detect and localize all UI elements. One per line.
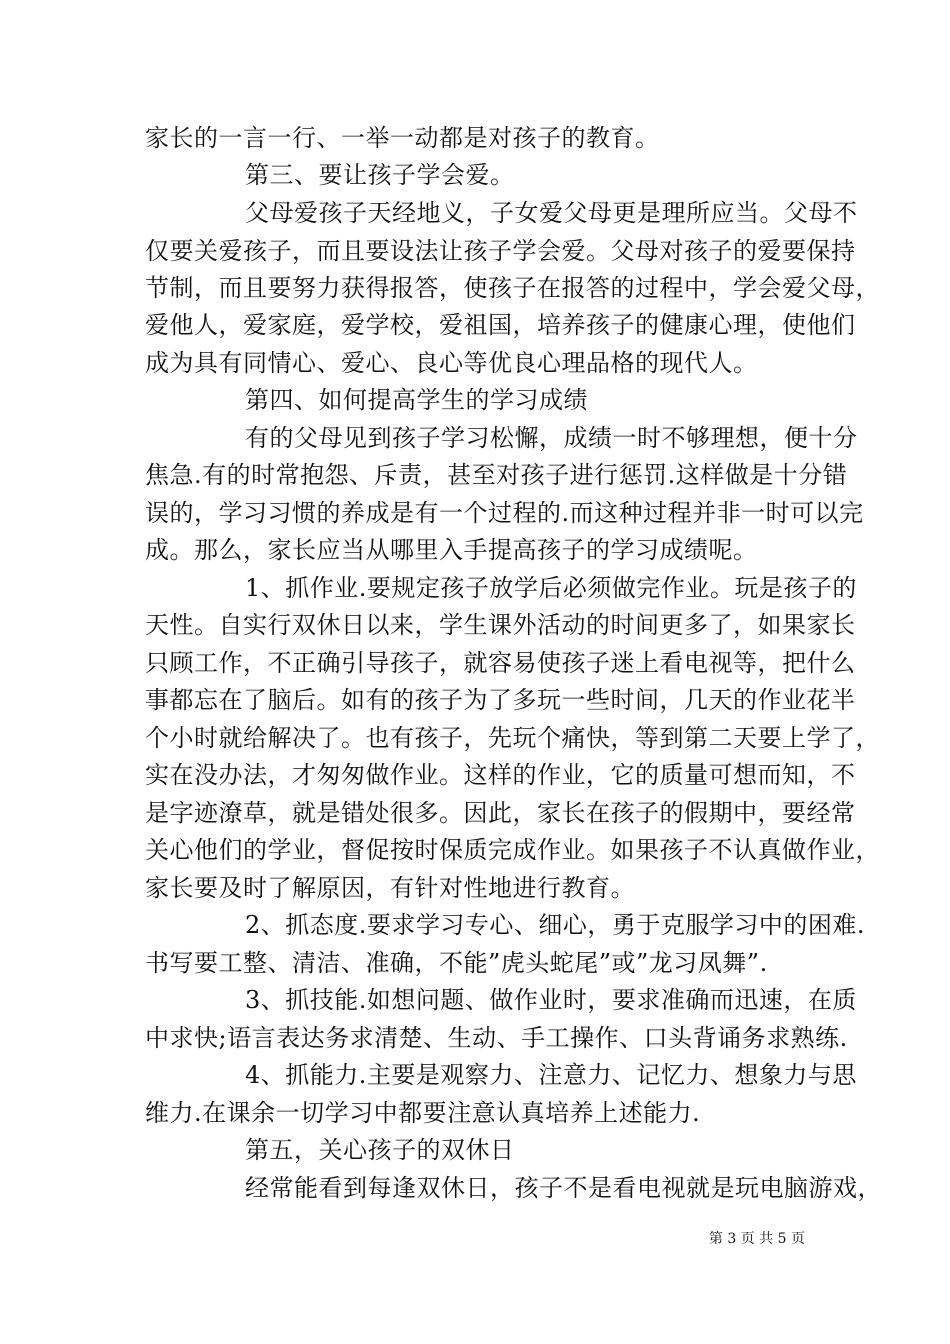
text-line: 成为具有同情心、爱心、良心等优良心理品格的现代人。 [145, 349, 758, 377]
text-line: 实在没办法，才匆匆做作业。这样的作业，它的质量可想而知，不 [145, 761, 856, 789]
text-line: 节制，而且要努力获得报答，使孩子在报答的过程中，学会爱父母， [145, 274, 880, 302]
text-line: 只顾工作，不正确引导孩子，就容易使孩子迷上看电视等，把什么 [145, 649, 856, 677]
text-line: 4、抓能力.主要是观察力、注意力、记忆力、想象力与思 [245, 1061, 857, 1089]
text-line: 1、抓作业.要规定孩子放学后必须做完作业。玩是孩子的 [245, 574, 857, 602]
text-line: 家长要及时了解原因，有针对性地进行教育。 [145, 874, 635, 902]
text-line: 经常能看到每逢双休日，孩子不是看电视就是玩电脑游戏， [245, 1174, 882, 1202]
text-line: 维力.在课余一切学习中都要注意认真培养上述能力. [145, 1099, 701, 1127]
section-heading: 第三、要让孩子学会爱。 [245, 161, 515, 189]
text-line: 个小时就给解决了。也有孩子，先玩个痛快，等到第二天要上学了， [145, 724, 880, 752]
section-heading: 第四、如何提高学生的学习成绩 [245, 386, 588, 414]
text-line: 家长的一言一行、一举一动都是对孩子的教育。 [145, 124, 660, 152]
text-line: 仅要关爱孩子，而且要设法让孩子学会爱。父母对孩子的爱要保持 [145, 237, 856, 265]
text-line: 爱他人，爱家庭，爱学校，爱祖国，培养孩子的健康心理，使他们 [145, 311, 856, 339]
text-line: 焦急.有的时常抱怨、斥责，甚至对孩子进行惩罚.这样做是十分错 [145, 461, 848, 489]
text-line: 父母爱孩子天经地义，子女爱父母更是理所应当。父母不 [245, 199, 858, 227]
text-line: 成。那么，家长应当从哪里入手提高孩子的学习成绩呢。 [145, 536, 758, 564]
section-heading: 第五，关心孩子的双休日 [245, 1136, 515, 1164]
text-line: 3、抓技能.如想问题、做作业时，要求准确而迅速，在质 [245, 986, 857, 1014]
page-number-footer: 第 3 页 共 5 页 [708, 1231, 805, 1247]
text-line: 天性。自实行双休日以来，学生课外活动的时间更多了，如果家长 [145, 611, 856, 639]
text-line: 2、抓态度.要求学习专心、细心，勇于克服学习中的困难. [245, 911, 866, 939]
text-line: 中求快;语言表达务求清楚、生动、手工操作、口头背诵务求熟练. [145, 1024, 848, 1052]
text-line: 误的，学习习惯的养成是有一个过程的.而这种过程并非一时可以完 [145, 499, 864, 527]
text-line: 是字迹潦草，就是错处很多。因此，家长在孩子的假期中，要经常 [145, 799, 856, 827]
text-line: 事都忘在了脑后。如有的孩子为了多玩一些时间，几天的作业花半 [145, 686, 856, 714]
text-line: 关心他们的学业，督促按时保质完成作业。如果孩子不认真做作业， [145, 836, 880, 864]
text-line: 书写要工整、清洁、准确，不能”虎头蛇尾”或”龙习凤舞”. [145, 949, 768, 977]
text-line: 有的父母见到孩子学习松懈，成绩一时不够理想，便十分 [245, 424, 858, 452]
